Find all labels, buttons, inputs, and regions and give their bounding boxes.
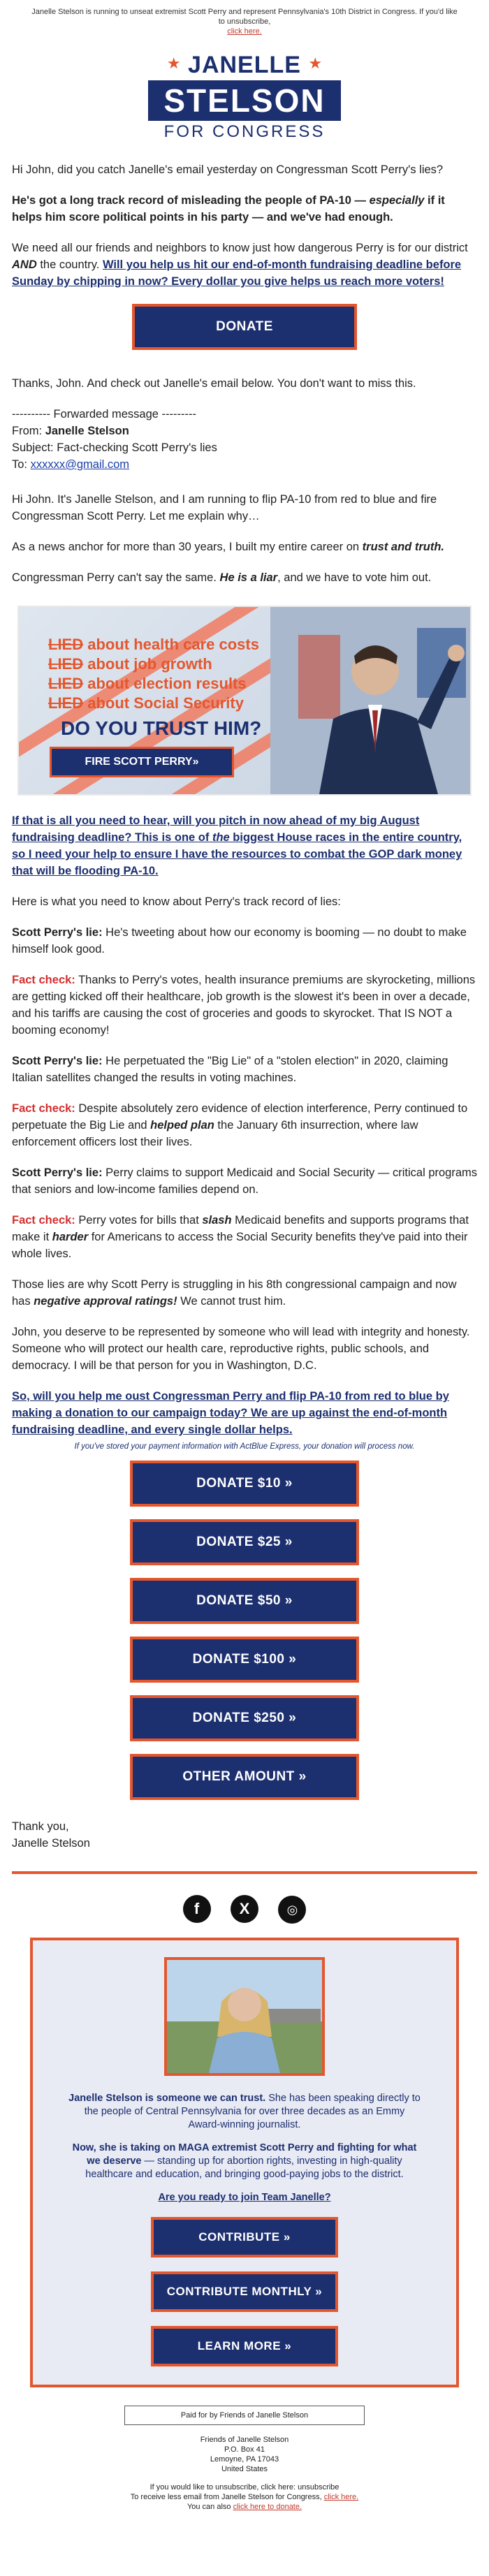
intro-paragraph-2 [12,192,477,226]
card-paragraph-2 [68,2142,421,2181]
email-body [0,161,489,290]
forwarded-message-label: ---------- Forwarded message --------- [12,408,196,420]
donate-100-button[interactable]: DONATE $100 » [130,1637,359,1683]
lie-text: He perpetuated the "Big Lie" of a "stolen election" in 2020, claiming Italian satellites changed the results in voting machines. [12,1055,448,1084]
subject-line: Subject: Fact-checking Scott Perry's lies [12,441,217,454]
signoff-thanks: Thank you, [12,1820,69,1833]
from-name: Janelle Stelson [45,425,129,437]
lie-text: Perry claims to support Medicaid and Social Security — critical programs that seniors and low-income families depend on. [12,1166,478,1196]
intro-p3-text: We need all our friends and neighbors to know just how dangerous Perry is for our district [12,242,468,254]
banner-lies-list [48,635,259,713]
join-team-janelle-link[interactable]: Are you ready to join Team Janelle? [158,2192,331,2203]
lie-text: about health care costs [83,636,259,653]
closing-paragraph-2: John, you deserve to be represented by someone who will lead with integrity and honesty. Someone who will protect our health care, reproductive rights, public schools, and democracy. I will be that person for you in Washington, D.C. [12,1326,470,1372]
lie-text: about Social Security [83,694,244,712]
paid-for-disclaimer: Paid for by Friends of Janelle Stelson [124,2406,365,2425]
body-paragraph-3 [12,569,477,586]
fact-check-paragraph [12,1100,477,1150]
lied-word: LIED [48,675,84,692]
intro-p3-emphasis: AND [12,258,37,271]
to-email-link[interactable]: xxxxxx@gmail.com [30,458,130,471]
donate-10-button[interactable]: DONATE $10 » [130,1461,359,1507]
instagram-icon[interactable]: ◎ [278,1896,306,1924]
signoff [0,1818,489,1852]
body-paragraph-1: Hi John. It's Janelle Stelson, and I am running to flip PA-10 from red to blue and fire Congressman Scott Perry. Let me explain why… [12,493,437,522]
card-p2-text: — standing up for abortion rights, investing in high-quality healthcare and education, and bringing good-paying jobs to the district. [85,2156,404,2180]
intro-p2-text: He's got a long track record of misleading the people of PA-10 — [12,194,366,207]
track-record-intro: Here is what you need to know about Perry's track record of lies: [12,895,341,908]
lied-word: LIED [48,694,84,712]
card-p1-lead: Janelle Stelson is someone we can trust. [68,2093,266,2104]
from-label: From: [12,425,43,437]
x-icon[interactable]: X [231,1895,258,1923]
donate-25-button[interactable]: DONATE $25 » [130,1519,359,1565]
lie-label: Scott Perry's lie: [12,1166,103,1179]
fact-check-text-3: for Americans to access the Social Security benefits they've paid into their whole lives. [12,1231,468,1260]
closing-p1-emphasis: negative approval ratings! [34,1295,177,1308]
lie-text: about job growth [83,655,212,673]
address-line-2: P.O. Box 41 [224,2445,265,2454]
lied-word: LIED [48,655,84,673]
forwarded-header [12,406,477,473]
divider [12,1871,477,1874]
preheader-unsubscribe-link[interactable]: click here. [227,27,262,36]
closing-donate-link[interactable]: So, will you help me oust Congressman Perry and flip PA-10 from red to blue by making a donation to our campaign today? We are up against the end-of-month fundraising deadline, and every single dollar helps. [12,1390,449,1436]
to-label: To: [12,458,28,471]
unsubscribe-text[interactable]: If you would like to unsubscribe, click here: unsubscribe [149,2483,340,2491]
signoff-name: Janelle Stelson [12,1837,90,1850]
lied-word: LIED [48,636,84,653]
pitch-link-emphasis: the [212,831,230,844]
body-p2-text: As a news anchor for more than 30 years, I built my entire career on [12,541,360,553]
intro-paragraph-3 [12,240,477,290]
donation-amounts [0,1461,489,1800]
address-line-4: United States [221,2465,268,2473]
fact-check-text: Perry votes for bills that [75,1214,203,1227]
lie-text: He's tweeting about how our economy is booming — no doubt to make himself look good. [12,926,467,956]
closing-p1-text-2: We cannot trust him. [180,1295,286,1308]
fact-check-label: Fact check: [12,974,75,986]
banner-lie-line [48,635,259,654]
address-line-1: Friends of Janelle Stelson [200,2436,289,2444]
lie-paragraph [12,1053,477,1086]
fundraising-deadline-link[interactable]: Will you help us hit our end-of-month fundraising deadline before Sunday by chipping in now? Every dollar you give helps us reach more voters! [12,258,462,288]
fact-check-emphasis-2: harder [52,1231,89,1243]
body-p2-emphasis: trust and truth. [362,541,444,553]
logo-first-name: JANELLE [188,52,301,78]
contribute-monthly-button[interactable]: CONTRIBUTE MONTHLY » [151,2271,338,2312]
body-p3-emphasis: He is a liar [219,571,278,584]
signoff-block [12,1818,477,1852]
facebook-icon[interactable]: f [183,1895,211,1923]
intro-paragraph-1: Hi John, did you catch Janelle's email yesterday on Congressman Scott Perry's lies? [12,163,444,176]
fact-check-label: Fact check: [12,1214,75,1227]
banner-question: DO YOU TRUST HIM? [61,717,262,739]
lie-label: Scott Perry's lie: [12,926,103,939]
scott-perry-photo [270,607,470,794]
card-question [68,2191,421,2204]
address-line-3: Lemoyne, PA 17043 [210,2455,279,2464]
closing-paragraph-3 [12,1388,477,1438]
star-icon: ★ [308,54,323,72]
logo-subtitle: FOR CONGRESS [163,122,326,141]
banner-lie-line [48,674,259,694]
fact-check-text-2: the January 6th insurrection, where law enforcement officers lost their lives. [12,1119,418,1148]
footer-links [0,2482,489,2512]
campaign-logo [0,52,489,142]
donate-button[interactable]: DONATE [132,304,357,350]
about-janelle-card [30,1938,459,2387]
janelle-stelson-photo [164,1957,325,2076]
actblue-note: If you've stored your payment information with ActBlue Express, your donation will process now. [74,1442,415,1451]
lie-label: Scott Perry's lie: [12,1055,103,1067]
logo-last-name: STELSON [148,80,340,121]
footer-donate-link[interactable]: click here to donate. [233,2503,302,2511]
learn-more-button[interactable]: LEARN MORE » [151,2326,338,2366]
star-icon: ★ [166,54,181,72]
fact-check-label: Fact check: [12,1102,75,1115]
donate-50-button[interactable]: DONATE $50 » [130,1578,359,1624]
banner-lie-line [48,654,259,674]
fact-check-text: Despite absolutely zero evidence of election interference, Perry continued to perpetuate the Big Lie and [12,1102,468,1132]
lie-text: about election results [83,675,247,692]
pitch-link-text-2: biggest House races in the entire country, so I need your help to ensure I have the resources to combat the GOP dark money that will be flooding PA-10. [12,831,462,877]
card-p1-text: She has been speaking directly to the people of Central Pennsylvania for over three decades as an Emmy Award-winning journalist. [84,2093,421,2130]
donate-other-amount-button[interactable]: OTHER AMOUNT » [130,1754,359,1800]
body-paragraph-2 [12,539,477,555]
lie-paragraph [12,1164,477,1198]
intro-p2-text-2: if it helps him score political points in his party — and we've had enough. [12,194,445,224]
fact-check-emphasis: slash [202,1214,232,1227]
fact-check-emphasis: helped plan [150,1119,214,1132]
also-donate-text: You can also [187,2503,231,2511]
social-links [0,1895,489,1924]
mailing-address [0,2435,489,2474]
fewer-emails-text: To receive less email from Janelle Stelson for Congress, [130,2493,322,2501]
body-p3-text-2: , and we have to vote him out. [277,571,432,584]
lie-paragraph [12,924,477,958]
fire-scott-perry-banner[interactable] [17,606,472,796]
fact-check-text: Thanks to Perry's votes, health insurance premiums are skyrocketing, millions are getting kicked off their healthcare, job growth is the slowest it's been in over a decade, and his tariffs are causing the cost of groceries and goods to skyrocket. That IS NOT a booming economy! [12,974,476,1037]
preheader [0,0,489,36]
body-p3-text: Congressman Perry can't say the same. [12,571,217,584]
fact-check-paragraph [12,1212,477,1262]
preheader-text: Janelle Stelson is running to unseat extremist Scott Perry and represent Pennsylvania's 10th District in Congress. If you'd like to unsubscribe, [31,8,458,26]
intro-p2-emphasis: especially [369,194,425,207]
contribute-button[interactable]: CONTRIBUTE » [151,2217,338,2257]
fact-check-text-2: Medicaid benefits and supports programs that make it [12,1214,469,1243]
thanks-line: Thanks, John. And check out Janelle's email below. You don't want to miss this. [12,377,416,390]
email-footer [0,2387,489,2512]
pitch-link-text: If that is all you need to hear, will you pitch in now ahead of my big August fundraising deadline? This is one of [12,814,420,844]
fact-check-paragraph [12,972,477,1039]
donate-250-button[interactable]: DONATE $250 » [130,1695,359,1741]
closing-paragraph-1 [12,1276,477,1310]
fewer-emails-link[interactable]: click here. [323,2493,359,2501]
intro-p3-text-2: the country. [40,258,100,271]
pitch-paragraph [12,812,477,879]
card-p2-lead: Now, she is taking on MAGA extremist Scott Perry and fighting for what we deserve [72,2142,417,2167]
forwarded-section [0,375,489,586]
pitch-donate-link[interactable] [12,814,462,877]
fire-scott-perry-button[interactable]: FIRE SCOTT PERRY» [50,747,234,777]
banner-lie-line [48,694,259,713]
closing-p1-text: Those lies are why Scott Perry is struggling in his 8th congressional campaign and now has [12,1278,457,1308]
pitch-section [0,812,489,1438]
card-paragraph-1 [68,2092,421,2132]
